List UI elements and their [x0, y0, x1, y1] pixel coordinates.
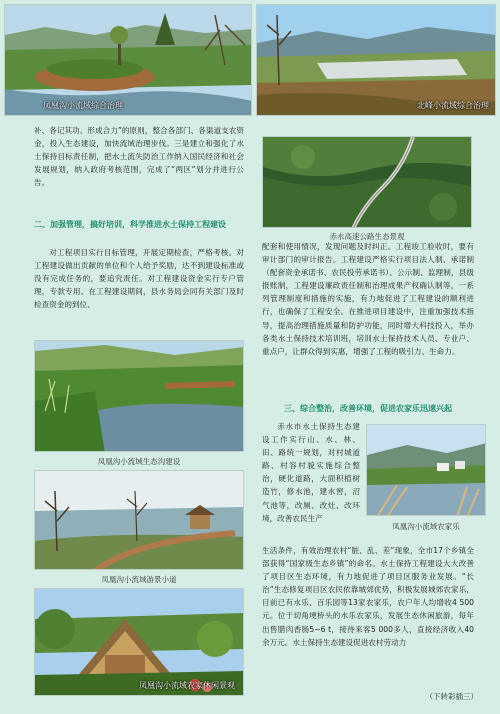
- caption-top-right: 北峰小流域综合治理: [417, 101, 489, 110]
- paragraph: 赤水市水土保持生态建设工作实行山、水、林、田、路统一规划，对村城道路、村容村貌实施综合整治，硬化道路，大面积植树造竹，修水池，建水窖，沼气池等，改厕、改灶、改环境，改善农民生产: [262, 422, 360, 523]
- paragraph: 对工程项目实行目标管理，开展定期检查，严格考核。对工程建设做出贡献的单位和个人给予奖励，达不到建设标准或没有完成任务的，要追究责任。对工程建设资金实行专户管理，专款专用。在工程建设期间，县水务局会同有关部门及时检查资金的到位、: [34, 248, 244, 310]
- paragraph: 补、各记其功、形成合力”的原则，整合各部门、各渠道支农资金，投入生态建设，加快流域治理步伐。三是建立和强化了水土保持目标责任制，把水土流失防治工作纳入国民经济和社会发展规划，纳入政府考核范围，完成了“两区”划分并进行公告。: [34, 126, 244, 188]
- photo-farm: [366, 424, 486, 516]
- left-text-block-2: [34, 246, 244, 311]
- right-text-block-2: [262, 420, 360, 525]
- photo-highway: [262, 136, 472, 228]
- caption-top-left: 凤凰沟小流域综合治理: [43, 101, 123, 110]
- continued-note: （下转彩插三）: [425, 692, 478, 701]
- photo-walkway: [34, 470, 244, 570]
- photo-ecological-river: [34, 340, 244, 452]
- paragraph: 配套和使用情况，发现问题及时纠正。工程竣工验收时，要有审计部门的审计报告。工程建设严格实行项目法人制、承诺制（配套资金承诺书、农民投劳承诺书）、公示制、监理制，县级报账制，工程建设廉政责任制和治理成果产权确认制等。一系列管理制度和措施的实施，有力地促进了工程建设的顺利进行，也确保了工程安全。在推进项目建设中，注重加强技术指导，提高治理措施质量和防护功能，同时增大科技投入，举办各类水土保持技术培训班，培训水土保持技术人员、专业户、重点户，让群众得到实惠，增强了工程的吸引力、生命力。: [262, 242, 474, 356]
- farm-landscape-image: [367, 425, 486, 516]
- caption-highway: 赤水高速公路生态景观: [329, 232, 405, 241]
- highway-landscape-image: [263, 137, 472, 228]
- paragraph: 生活条件，有效治理农村“脏、乱、差”现象，全市17个乡镇全部获得“国家级生态乡镇”的命名。水土保持工程建设大大改善了项目区生态环境，有力地促进了项目区服务业发展。“长治”生态修复项目区农民依靠城郊优势，积极发展城郊农家乐，目前已有水乐、百乐园等13家农家乐，农户年人均增收4 500元。位于切角埂桥头的水乐农家乐，发展生态休闲旅游，每年出售腊肉香肠5~6 t，接待来客5 000多人，直接经济收入40余万元。水土保持生态建设促进农村劳动力: [262, 546, 474, 647]
- photo-top-left: [4, 4, 252, 116]
- left-text-block-1: [34, 124, 244, 189]
- photo-bottom-left: [34, 588, 244, 696]
- walkway-landscape-image: [35, 471, 244, 570]
- caption-farm: 凤凰沟小流域农家乐: [392, 522, 460, 531]
- caption-ecological-river: 凤凰沟小流域生态沟建设: [97, 457, 181, 466]
- river-landscape-image: [35, 341, 244, 452]
- right-text-block-1: [262, 240, 474, 358]
- section-heading-2: 二、加强管理，搞好培训，科学推进水土保持工程建设: [34, 220, 226, 229]
- caption-walkway: 凤凰沟小流域游景小道: [101, 575, 177, 584]
- right-text-block-3: [262, 544, 474, 649]
- caption-bottom-left: 凤凰沟小流域农家休闲景观: [139, 681, 235, 690]
- photo-top-right: [256, 4, 496, 116]
- section-heading-3: 三、综合整治，改善环境，促进农家乐迅速兴起: [284, 404, 452, 413]
